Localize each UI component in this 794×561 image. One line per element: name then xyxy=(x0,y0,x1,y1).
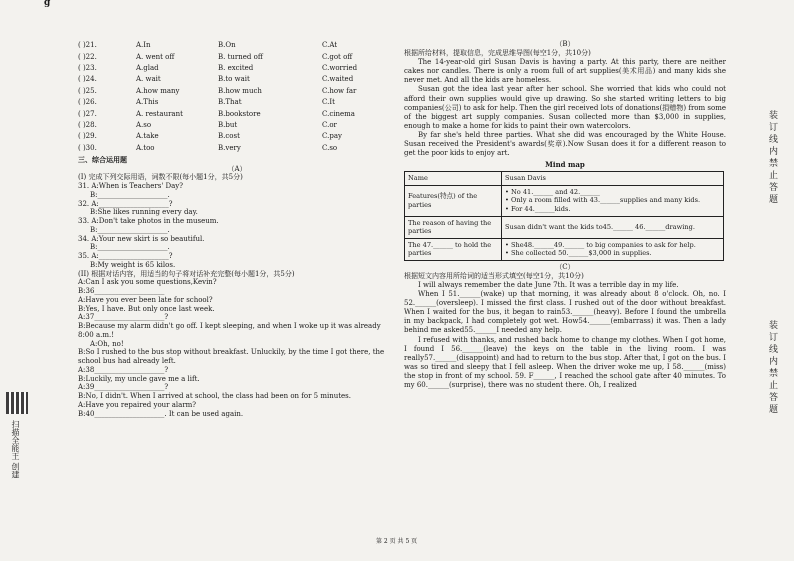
option-num[interactable]: ( )28. xyxy=(78,121,97,130)
option-num[interactable]: ( )21. xyxy=(78,41,97,50)
part-a-intro: (I) 完成下列交际用语，词数不限(每小题1分，共5分) xyxy=(78,173,243,182)
part-ii-intro: (II) 根据对话内容，用适当的句子将对话补充完整(每小题1分，共5分) xyxy=(78,269,295,278)
option-row[interactable] xyxy=(78,120,396,131)
blank-43[interactable]: • Only a room filled with 43.______supplies and many kids. xyxy=(505,196,701,205)
blank-44[interactable]: • For 44.______kids. xyxy=(505,205,571,213)
option-b: B.how much xyxy=(218,86,262,95)
option-a: A.In xyxy=(136,41,151,50)
dialog-blank-36[interactable]: B:36____________________ xyxy=(78,287,165,296)
dialog-line: A:Oh, no! xyxy=(90,339,124,348)
question-34a: 34. A:Your new skirt is so beautiful. xyxy=(78,234,205,243)
question-32a[interactable]: 32. A:____________________? xyxy=(78,199,173,208)
option-a: A. wait xyxy=(136,75,161,84)
corner-mark: g xyxy=(44,0,51,8)
option-c: C.pay xyxy=(322,132,342,141)
left-column xyxy=(78,40,396,418)
option-c: C.waited xyxy=(322,75,354,84)
dialog-line: A:Have you ever been late for school? xyxy=(78,295,213,304)
mind-map-header-value: Susan Davis xyxy=(502,172,724,186)
option-c: C.cinema xyxy=(322,109,355,118)
dialog-line: A:Can I ask you some questions,Kevin? xyxy=(78,278,217,287)
mind-map-table xyxy=(404,171,724,261)
option-num[interactable]: ( )23. xyxy=(78,64,97,73)
option-row[interactable] xyxy=(78,86,396,97)
option-a: A.how many xyxy=(136,86,180,95)
option-c: C.It xyxy=(322,98,335,107)
dialog-blank-39[interactable]: A:39____________________? xyxy=(78,383,169,392)
blank-41-42[interactable]: • No 41.______ and 42.______ xyxy=(505,187,600,196)
answer-32: B:She likes running every day. xyxy=(90,208,198,217)
part-b-intro: 根据所给材料，提取信息，完成思维导图(每空1分，共10分) xyxy=(404,49,591,58)
answer-31[interactable]: B:____________________. xyxy=(90,190,170,199)
blank-47[interactable]: The 47.______ to hold the parties xyxy=(405,238,502,260)
part-a-heading: （A） xyxy=(227,164,247,173)
option-b: B. excited xyxy=(218,64,254,73)
dialog-line: A:Have you repaired your alarm? xyxy=(78,400,197,409)
part-b-heading: （B） xyxy=(555,40,575,48)
right-column xyxy=(404,40,726,390)
option-a: A.too xyxy=(136,143,155,152)
dialog-line: B:Because my alarm didn't go off. I kept sleeping, and when I woke up it was already 8:00 a.m.! xyxy=(78,322,381,339)
option-num[interactable]: ( )24. xyxy=(78,75,97,84)
passage-c-paragraph[interactable]: When I 51.______(wake) up that morning, it was already about 8 o'clock. Oh, no. I 52.______(oversleep). I missed the first class. I rushed out of the door without breakfast. When I waited for the bus, it began to rain53.______(heavy). Before I found the umbrella in my backpack, I had completely got wet. How54.______(embarrass) it was. Then a lady behind me asked55.______I needed any help. xyxy=(404,290,726,335)
part-c-intro: 根据短文内容用所给词的适当形式填空(每空1分，共10分) xyxy=(404,271,584,280)
option-row[interactable] xyxy=(78,51,396,62)
option-a: A. went off xyxy=(136,52,175,61)
option-b: B.but xyxy=(218,121,238,130)
blank-45-46[interactable]: Susan didn't want the kids to45.______ 46.______drawing. xyxy=(502,216,724,238)
mind-map-row-label: The reason of having the parties xyxy=(405,216,502,238)
binding-line-notice: 装订线内禁止答题 xyxy=(767,110,777,206)
page-footer: 第 2 页 共 5 页 xyxy=(376,538,418,545)
mind-map-title: Mind map xyxy=(545,160,585,170)
option-num[interactable]: ( )25. xyxy=(78,86,97,95)
answer-35: B:My weight is 65 kilos. xyxy=(90,260,176,269)
option-num[interactable]: ( )27. xyxy=(78,109,97,118)
option-c: C.worried xyxy=(322,64,358,73)
option-a: A.This xyxy=(136,98,159,107)
option-b: B. turned off xyxy=(218,52,263,61)
option-c: C.At xyxy=(322,41,338,50)
mind-map-header-name: Name xyxy=(405,172,502,186)
dialog-line: B:Luckily, my uncle gave me a lift. xyxy=(78,374,200,383)
option-b: B.That xyxy=(218,98,242,107)
option-a: A.take xyxy=(136,132,159,141)
blank-50[interactable]: • She collected 50.______$3,000 in supplies. xyxy=(505,249,652,258)
option-num[interactable]: ( )22. xyxy=(78,52,97,61)
scanner-watermark: 扫描全能王 创建 xyxy=(11,420,20,479)
option-row[interactable] xyxy=(78,63,396,74)
option-row[interactable] xyxy=(78,131,396,142)
qr-code-icon xyxy=(6,392,28,414)
option-a: A.glad xyxy=(136,64,159,73)
mind-map-row-value xyxy=(502,238,724,260)
answer-34[interactable]: B:____________________. xyxy=(90,243,170,252)
dialog-blank-40[interactable]: B:40____________________. It can be used again. xyxy=(78,409,244,418)
option-c: C.how far xyxy=(322,86,357,95)
passage-c-paragraph: I will always remember the date June 7th. It was a terrible day in my life. xyxy=(418,281,679,289)
option-c: C.or xyxy=(322,121,337,130)
option-c: C.got off xyxy=(322,52,353,61)
dialog-line: B:Yes, I have. But only once last week. xyxy=(78,304,215,313)
passage-b-paragraph: By far she's held three parties. What she did was encouraged by the White House. Susan received the President's awards(奖章).Now Susan does it for a different reason to get the poor kids to enjoy art. xyxy=(404,130,726,158)
option-row[interactable] xyxy=(78,108,396,119)
question-31a: 31. A:When is Teachers' Day? xyxy=(78,182,183,191)
option-c: C.so xyxy=(322,143,338,152)
option-a: A. restaurant xyxy=(136,109,183,118)
option-row[interactable] xyxy=(78,143,396,154)
dialog-blank-38[interactable]: A:38____________________? xyxy=(78,365,169,374)
option-b: B.cost xyxy=(218,132,240,141)
passage-b-paragraph: The 14-year-old girl Susan Davis is having a party. At this party, there are neither cakes nor candles. There is only a room full of art supplies(美术用品) and many kids she never met. And all the kids are homeless. xyxy=(404,58,726,85)
binding-line-notice: 装订线内禁止答题 xyxy=(767,320,777,416)
passage-c-paragraph[interactable]: I refused with thanks, and rushed back home to change my clothes. When I got home, I found I 56.______(leave) the keys on the table in the living room. I was really57.______(disappoint) and had to return to the bus stop. After that, I got on the bus. I was so tired and sleepy that I fell asleep. When the driver woke me up, I 58.______(miss) the stop in front of my school. 59. F______, I reached the school gate after 40 minutes. To my 60.______(surprise), there was no student there. Oh, I realized xyxy=(404,335,726,390)
dialog-line: B:No, I didn't. When I arrived at school, the class had been on for 5 minutes. xyxy=(78,392,351,401)
section-title: 三、综合运用题 xyxy=(78,154,127,164)
blank-48-49[interactable]: • She48.______49.______ to big companies to ask for help. xyxy=(505,240,696,249)
option-num[interactable]: ( )26. xyxy=(78,98,97,107)
answer-33[interactable]: B:____________________. xyxy=(90,225,170,234)
option-row[interactable] xyxy=(78,74,396,85)
mind-map-row-label: Features(特点) of the parties xyxy=(405,185,502,216)
option-b: B.On xyxy=(218,41,236,50)
question-33a: 33. A:Don't take photos in the museum. xyxy=(78,217,219,226)
option-num[interactable]: ( )29. xyxy=(78,132,97,141)
option-row[interactable] xyxy=(78,97,396,108)
mind-map-row-value xyxy=(502,185,724,216)
question-35a[interactable]: 35. A:____________________? xyxy=(78,252,173,261)
dialog-blank-37[interactable]: A:37____________________? xyxy=(78,313,169,322)
option-row[interactable] xyxy=(78,40,396,51)
option-b: B.very xyxy=(218,143,241,152)
option-b: B.bookstore xyxy=(218,109,261,118)
passage-b-paragraph: Susan got the idea last year after her school. She worried that kids who could not afford their own supplies would give up drawing. So she started writing letters to big companies(公司) to ask for help. Then the girl received lots of donations(捐赠物) from some of the biggest art supply companies. Susan collected more than $3,000 in supplies, enough to make a home for kids to paint their own watercolors. xyxy=(404,85,726,130)
option-b: B.to wait xyxy=(218,75,250,84)
dialog-line: B:So I rushed to the bus stop without breakfast. Unluckily, by the time I got there, the school bus had already left. xyxy=(78,348,385,366)
option-num[interactable]: ( )30. xyxy=(78,143,97,152)
option-a: A.so xyxy=(136,121,152,130)
part-c-heading: （C） xyxy=(555,262,575,271)
options-list xyxy=(78,40,396,154)
